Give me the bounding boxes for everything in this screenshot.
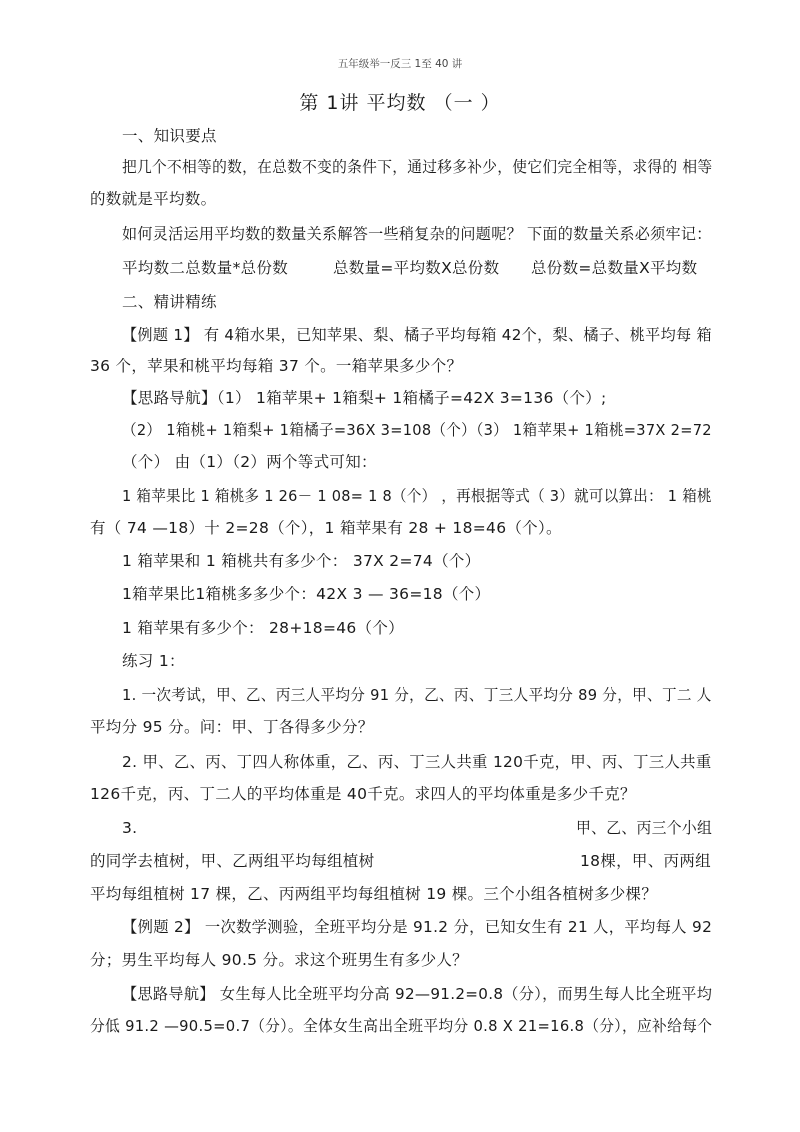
solution-line: 1 箱苹果有多少个： 28+18=46（个）	[122, 619, 404, 637]
solution-line: 【思路导航】（1） 1箱苹果+ 1箱梨+ 1箱橘子=42X 3=136（个）;	[122, 389, 607, 407]
solution-line: 有（ 74 —18）十 2=28（个），1 箱苹果有 28 + 18=46（个）。	[90, 519, 562, 537]
exercise-line: 1. 一次考试，甲、乙、丙三人平均分 91 分，乙、丙、丁三人平均分 89 分，甲、丁二 人	[122, 686, 712, 704]
exercise-line: 平均每组植树 17 棵，乙、丙两组平均每组植树 19 棵。三个小组各植树多少棵？	[90, 885, 658, 903]
exercise-line: 平均分 95 分。问：甲、丁各得多少分？	[90, 718, 374, 736]
solution-line: 1 箱苹果比 1 箱桃多 1 26－ 1 08= 1 8（个） ，再根据等式（ 3）就可以算出： 1 箱桃	[122, 487, 712, 505]
exercise-line: 甲、乙、丙三个小组	[576, 819, 713, 837]
formula-total: 总数量=平均数X总份数	[333, 259, 500, 277]
paragraph-line: 如何灵活运用平均数的数量关系解答一些稍复杂的问题呢？ 下面的数量关系必须牢记：	[122, 225, 712, 243]
exercise-line: 126千克，丙、丁二人的平均体重是 40千克。求四人的平均体重是多少千克？	[90, 785, 636, 803]
paragraph-line: 把几个不相等的数，在总数不变的条件下，通过移多补少，使它们完全相等，求得的 相等	[122, 158, 713, 176]
example-1-line: 36 个，苹果和桃平均每箱 37 个。一箱苹果多少个？	[90, 357, 463, 375]
solution-line: 1箱苹果比1箱桃多多少个：42X 3 — 36=18（个）	[122, 585, 491, 603]
page-header: 五年级举一反三 1至 40 讲	[337, 58, 463, 70]
solution-line: （2） 1箱桃+ 1箱梨+ 1箱橘子=36X 3=108（个）（3） 1箱苹果+ 1箱桃=37X 2=72	[122, 421, 712, 439]
exercise-number: 3.	[122, 819, 138, 837]
exercise-heading: 练习 1：	[122, 652, 185, 670]
exercise-line: 2. 甲、乙、丙、丁四人称体重，乙、丙、丁三人共重 120千克，甲、丙、丁三人共重	[122, 753, 712, 771]
formula-average: 平均数二总数量*总份数	[122, 259, 289, 277]
example-2-line: 【例题 2】 一次数学测验，全班平均分是 91.2 分，已知女生有 21 人，平均每人 92	[122, 918, 713, 936]
section-heading-knowledge: 一、知识要点	[122, 127, 217, 145]
section-heading-practice: 二、精讲精练	[122, 293, 217, 311]
solution-line: 分低 91.2 —90.5=0.7（分）。全体女生高出全班平均分 0.8 X 21=16.8（分），应补给每个	[90, 1017, 713, 1035]
paragraph-line: 的数就是平均数。	[90, 190, 217, 208]
solution-line: （个） 由（1）（2）两个等式可知：	[122, 453, 377, 471]
exercise-line: 18棵，甲、丙两组	[580, 852, 711, 870]
example-1-line: 【例题 1】 有 4箱水果，已知苹果、梨、橘子平均每箱 42个，梨、橘子、桃平均每 箱	[122, 326, 712, 344]
example-2-line: 分；男生平均每人 90.5 分。求这个班男生有多少人？	[90, 951, 468, 969]
formula-parts: 总份数=总数量X平均数	[531, 259, 698, 277]
page-title: 第 1讲 平均数 （一 ）	[299, 92, 501, 114]
solution-line: 1 箱苹果和 1 箱桃共有多少个： 37X 2=74（个）	[122, 552, 481, 570]
solution-line: 【思路导航】 女生每人比全班平均分高 92—91.2=0.8（分），而男生每人比全班平均	[122, 985, 713, 1003]
exercise-line: 的同学去植树，甲、乙两组平均每组植树	[90, 852, 375, 870]
